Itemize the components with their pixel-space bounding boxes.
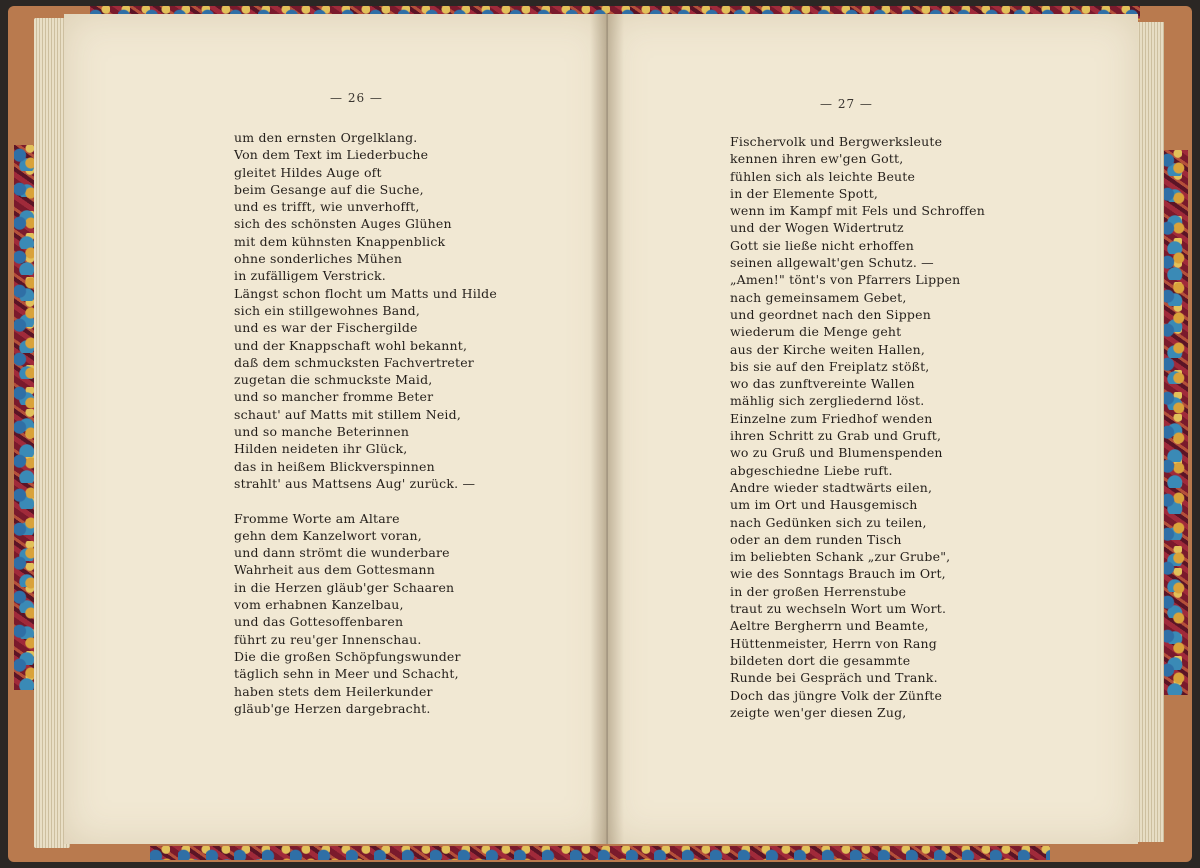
verse-line: wiederum die Menge geht (730, 324, 902, 340)
verse-line: und so manche Beterinnen (234, 424, 410, 440)
verse-line: Die die großen Schöpfungswunder (234, 648, 461, 664)
verse-line: führt zu reu'ger Innenschau. (234, 631, 422, 647)
verse-line: ohne sonderliches Mühen (234, 251, 403, 267)
verse-line: wenn im Kampf mit Fels und Schroffen (730, 203, 985, 219)
right-page-text (730, 133, 985, 721)
verse-line: wo das zunftvereinte Wallen (730, 376, 915, 392)
verse-line: „Amen!" tönt's von Pfarrers Lippen (730, 272, 961, 288)
verse-line: haben stets dem Heilerkunder (234, 683, 433, 699)
verse-line: in die Herzen gläub'ger Schaaren (234, 579, 455, 595)
verse-line: Runde bei Gespräch und Trank. (730, 670, 938, 686)
verse-line: und so mancher fromme Beter (234, 389, 434, 405)
left-page-text (234, 129, 497, 717)
verse-line: und geordnet nach den Sippen (730, 306, 931, 322)
verse-line: strahlt' aus Mattsens Aug' zurück. — (234, 475, 476, 491)
verse-line: nach Gedünken sich zu teilen, (730, 514, 927, 530)
verse-line: gleitet Hildes Auge oft (234, 164, 382, 180)
verse-line: in der Elemente Spott, (730, 185, 879, 201)
verse-line: seinen allgewalt'gen Schutz. — (730, 255, 934, 271)
verse-line: zeigte wen'ger diesen Zug, (730, 704, 907, 720)
verse-line: zugetan die schmuckste Maid, (234, 372, 433, 388)
verse-line: und es trifft, wie unverhofft, (234, 199, 420, 215)
verse-line: sich des schönsten Auges Glühen (234, 216, 452, 232)
verse-line: sich ein stillgewohnes Band, (234, 302, 421, 318)
verse-line: im beliebten Schank „zur Grube", (730, 549, 951, 565)
verse-line: Längst schon flocht um Matts und Hilde (234, 285, 497, 301)
verse-line: wo zu Gruß und Blumenspenden (730, 445, 943, 461)
verse-line: täglich sehn in Meer und Schacht, (234, 666, 459, 682)
verse-line: kennen ihren ew'gen Gott, (730, 151, 904, 167)
verse-line: und der Knappschaft wohl bekannt, (234, 337, 468, 353)
verse-line: beim Gesange auf die Suche, (234, 181, 424, 197)
verse-line: Andre wieder stadtwärts eilen, (730, 479, 933, 495)
verse-line: Aeltre Bergherrn und Beamte, (730, 618, 929, 634)
verse-line: um im Ort und Hausgemisch (730, 497, 918, 513)
verse-line: wie des Sonntags Brauch im Ort, (730, 566, 946, 582)
page-number-right: — 27 — (820, 97, 873, 111)
verse-line: um den ernsten Orgelklang. (234, 130, 418, 145)
verse-line: daß dem schmucksten Fachvertreter (234, 354, 474, 370)
verse-line: Doch das jüngre Volk der Zünfte (730, 687, 943, 703)
verse-line: Einzelne zum Friedhof wenden (730, 410, 933, 426)
page-number-left: — 26 — (330, 91, 383, 105)
verse-line: bildeten dort die gesammte (730, 652, 911, 668)
verse-line: fühlen sich als leichte Beute (730, 168, 916, 184)
verse-line: aus der Kirche weiten Hallen, (730, 341, 926, 357)
verse-line: Gott sie ließe nicht erhoffen (730, 237, 914, 253)
verse-line: Fischervolk und Bergwerksleute (730, 134, 943, 149)
verse-line: traut zu wechseln Wort um Wort. (730, 601, 947, 617)
verse-line: und dann strömt die wunderbare (234, 545, 450, 561)
verse-line: mit dem kühnsten Knappenblick (234, 233, 446, 249)
verse-line: gläub'ge Herzen dargebracht. (234, 700, 431, 716)
verse-line: vom erhabnen Kanzelbau, (234, 597, 404, 613)
verse-line: und es war der Fischergilde (234, 320, 418, 336)
verse-line: und der Wogen Widertrutz (730, 220, 904, 236)
book-gutter (590, 14, 624, 844)
verse-line: oder an dem runden Tisch (730, 531, 902, 547)
verse-line: ihren Schritt zu Grab und Gruft, (730, 428, 942, 444)
stanza-break (234, 492, 497, 509)
verse-line: Wahrheit aus dem Gottesmann (234, 562, 435, 578)
verse-line: mählig sich zergliedernd löst. (730, 393, 925, 409)
verse-line: bis sie auf den Freiplatz stößt, (730, 358, 930, 374)
verse-line: abgeschiedne Liebe ruft. (730, 462, 893, 478)
verse-line: gehn dem Kanzelwort voran, (234, 527, 422, 543)
verse-line: das in heißem Blickverspinnen (234, 458, 435, 474)
verse-line: schaut' auf Matts mit stillem Neid, (234, 406, 462, 422)
page-stack-right (1136, 22, 1164, 842)
verse-line: Hüttenmeister, Herrn von Rang (730, 635, 937, 651)
verse-line: in zufälligem Verstrick. (234, 268, 386, 284)
verse-line: in der großen Herrenstube (730, 583, 907, 599)
verse-line: Fromme Worte am Altare (234, 510, 400, 526)
marbled-endpaper-right (1162, 150, 1188, 695)
marbled-endpaper-bottom (150, 846, 1050, 860)
verse-line: und das Gottesoffenbaren (234, 614, 404, 630)
verse-line: Von dem Text im Liederbuche (234, 147, 429, 163)
verse-line: Hilden neideten ihr Glück, (234, 441, 408, 457)
verse-line: nach gemeinsamem Gebet, (730, 289, 907, 305)
